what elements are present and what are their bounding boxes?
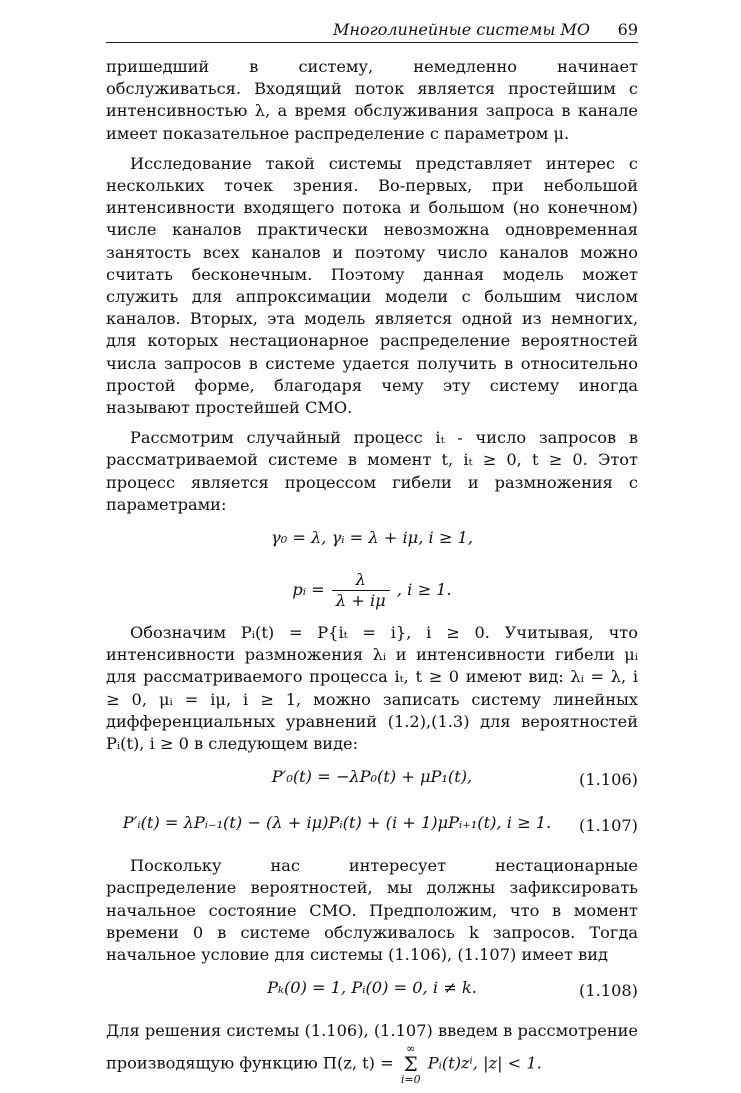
equation-number-1-107: (1.107) [579, 816, 638, 836]
sum-lower-limit: i=0 [400, 1072, 421, 1086]
formula-p-i [106, 570, 638, 616]
equation-1-106 [106, 763, 638, 803]
paragraph-5: Поскольку нас интересует нестационарные распределение вероятностей, мы должны зафиксировать начальное состояние СМО. Предположим, что в момент времени 0 в системе обслуживалось k запросов. Тогда начальное условие для системы (1.106), (1.107) имеет вид [106, 856, 638, 965]
equation-1-107 [106, 809, 638, 849]
page-number: 69 [617, 20, 638, 39]
equation-number-1-106: (1.106) [579, 770, 638, 790]
equation-1-108 [106, 974, 638, 1014]
running-header [106, 18, 638, 43]
paragraph-6-start: Для решения системы (1.106), (1.107) введем в рассмотрение производящую функцию Π(z, t) = [106, 1021, 638, 1072]
sigma-symbol: Σ [403, 1051, 418, 1076]
sum-operator [401, 1043, 421, 1085]
formula-p-i-rhs: , i ≥ 1. [396, 580, 452, 600]
fraction-numerator: λ [332, 570, 390, 591]
formula-p-i-fraction [332, 570, 390, 611]
running-title: Многолинейные системы МО [333, 20, 590, 39]
sum-upper-limit: ∞ [406, 1041, 416, 1055]
paragraph-4: Обозначим Pᵢ(t) = P{iₜ = i}, i ≥ 0. Учитывая, что интенсивности размножения λᵢ и интенсивности гибели μᵢ для рассматриваемого процесса iₜ, t ≥ 0 имеют вид: λᵢ = λ, i ≥ 0, μᵢ = iμ, i ≥ 1, можно записать систему линейных дифференциальных уравнений (1.2),(1.3) для вероятностей Pᵢ(t), i ≥ 0 в следующем виде: [106, 623, 638, 754]
paragraph-1: пришедший в систему, немедленно начинает обслуживаться. Входящий поток является простейшим с интенсивностью λ, а время обслуживания запроса в канале имеет показательное распределение с параметром μ. [106, 57, 638, 143]
equation-1-106-body: P′₀(t) = −λP₀(t) + μP₁(t), [271, 767, 473, 787]
equation-1-108-body: Pₖ(0) = 1, Pᵢ(0) = 0, i ≠ k. [267, 978, 477, 998]
equation-1-107-body: P′ᵢ(t) = λPᵢ₋₁(t) − (λ + iμ)Pᵢ(t) + (i + 1)μPᵢ₊₁(t), i ≥ 1. [122, 813, 552, 833]
paragraph-2: Исследование такой системы представляет интерес с нескольких точек зрения. Во-первых, при небольшой интенсивности входящего потока и большом (но конечном) числе каналов практически невозможна одновременная занятость всех каналов и поэтому число каналов можно считать бесконечным. Поэтому данная модель может служить для аппроксимации модели с большим числом каналов. Вторых, эта модель является одной из немногих, для которых нестационарное распределение вероятностей числа запросов в системе удается получить в относительно простой форме, благодаря чему эту систему иногда называют простейшей СМО. [106, 153, 638, 418]
paragraph-6-end: Pᵢ(t)zⁱ, |z| < 1. [427, 1053, 542, 1072]
fraction-denominator: λ + iμ [335, 591, 386, 611]
paragraph-3: Рассмотрим случайный процесс iₜ - число запросов в рассматриваемой системе в момент t, iₜ ≥ 0, t ≥ 0. Этот процесс является процессом гибели и размножения с параметрами: [106, 428, 638, 514]
body-text [106, 56, 638, 1093]
formula-gamma [106, 524, 638, 564]
equation-number-1-108: (1.108) [579, 981, 638, 1001]
formula-gamma-text: γ₀ = λ, γᵢ = λ + iμ, i ≥ 1, [271, 528, 473, 548]
paragraph-6 [106, 1020, 638, 1084]
formula-p-i-lhs: pᵢ = [292, 580, 325, 600]
